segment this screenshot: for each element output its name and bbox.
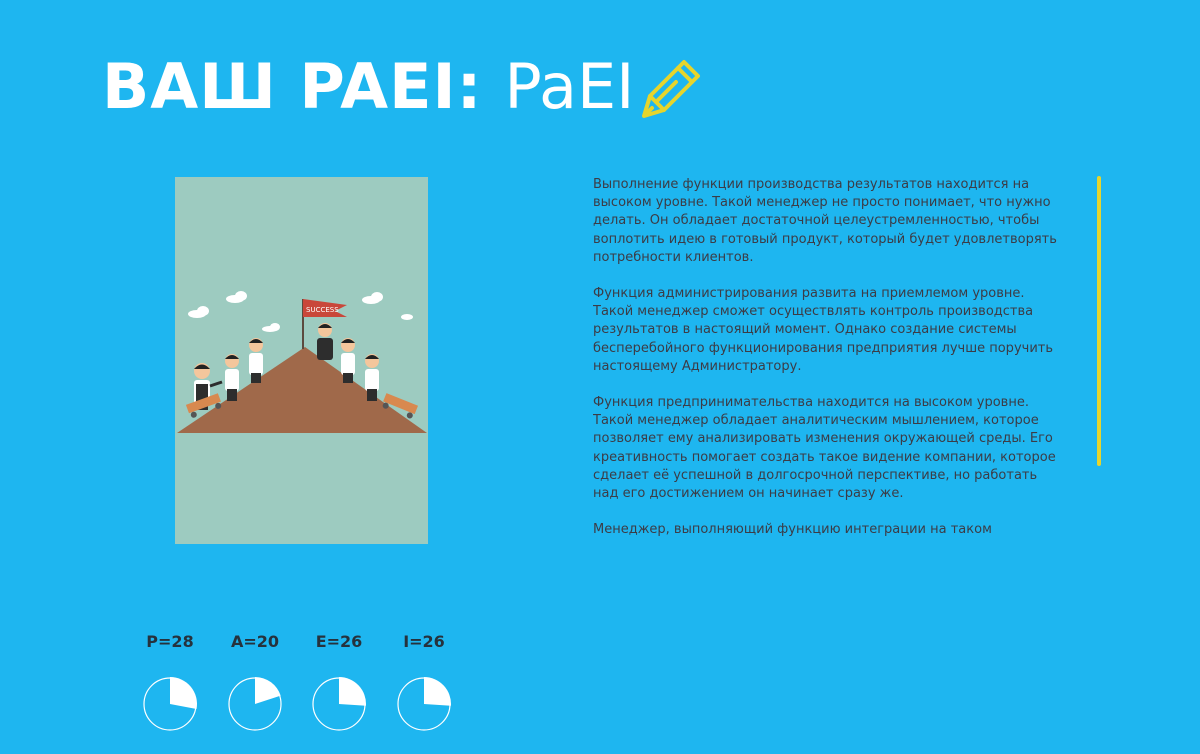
pie-e	[311, 676, 367, 732]
paragraph-integration: Менеджер, выполняющий функцию интеграции на таком	[593, 522, 992, 538]
pie-p	[142, 676, 198, 732]
paragraph-entrepreneurship: Функция предпринимательства находится на высоком уровне. Такой менеджер обладает аналитическим мышлением, которое позволяет ему анализировать изменения окружающей среды. Его креативность помогает создать такое видение компании, которое сделает её успешной в долгосрочной перспективе, но работать над его достижением он начинает сразу же.	[593, 395, 1056, 502]
pie-slice	[424, 677, 451, 706]
mountain-scene-image	[175, 177, 428, 544]
pie-a	[227, 676, 283, 732]
flag-text: SUCCESS	[306, 306, 339, 314]
stat-a-label: A=20	[230, 632, 280, 651]
pie-slice	[339, 677, 366, 706]
stat-p-label: P=28	[146, 632, 194, 651]
page-title	[102, 42, 704, 132]
stat-i-label: I=26	[403, 632, 445, 651]
paragraph-production: Выполнение функции производства результатов находится на высоком уровне. Такой менеджер не просто понимает, что нужно делать. Он обладает достаточной целеустремленностью, чтобы воплотить идею в готовый продукт, который будет удовлетворять потребности клиентов.	[593, 177, 1057, 265]
stat-e-label: E=26	[315, 632, 363, 651]
title-prefix: ВАШ PAEI:	[102, 50, 483, 123]
pie-slice	[170, 677, 197, 709]
description-text[interactable]	[593, 176, 1065, 554]
title-code: PaEI	[504, 50, 635, 123]
pie-slice	[255, 677, 281, 704]
scrollbar[interactable]	[1097, 176, 1101, 466]
pie-i	[396, 676, 452, 732]
paragraph-administration: Функция администрирования развита на приемлемом уровне. Такой менеджер сможет осуществлять контроль производства результатов в настоящий момент. Однако создание системы бесперебойного функционирования предприятия лучше поручить настоящему Администратору.	[593, 286, 1053, 374]
teamwork-illustration	[175, 177, 428, 544]
pencil-icon	[636, 56, 704, 124]
